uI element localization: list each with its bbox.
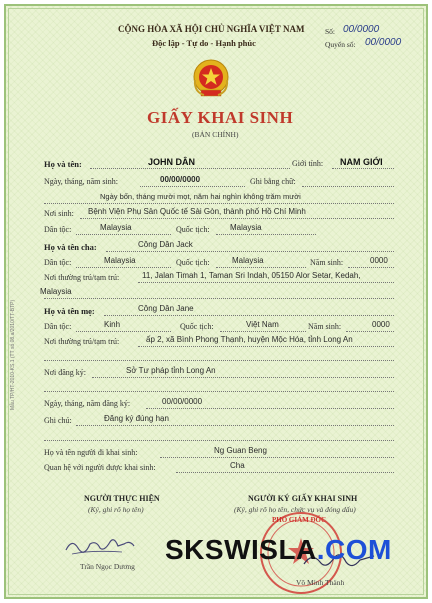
declarant-label: Họ và tên người đi khai sinh: — [44, 448, 138, 457]
mother-nationality-label: Quốc tịch: — [180, 322, 214, 331]
mother-ethnic-label: Dân tộc: — [44, 322, 72, 331]
relation-value: Cha — [230, 461, 245, 470]
national-emblem-icon — [192, 58, 230, 100]
child-nationality-value: Malaysia — [230, 223, 262, 232]
performer-subtitle: (Ký, ghi rõ họ tên) — [88, 505, 144, 514]
father-nationality-value: Malaysia — [232, 256, 264, 265]
father-birth-year-value: 0000 — [370, 256, 388, 265]
book-number-label: Quyển số: — [325, 40, 356, 49]
watermark-part2: .COM — [316, 534, 392, 565]
mother-name-label: Họ và tên mẹ: — [44, 306, 95, 316]
document-subtitle: (BẢN CHÍNH) — [192, 130, 239, 139]
mother-ethnic-value: Kinh — [104, 320, 121, 329]
pob-value: Bệnh Viện Phụ Sản Quốc tế Sài Gòn, thành phố Hồ Chí Minh — [88, 207, 306, 216]
registration-place-label: Nơi đăng ký: — [44, 368, 87, 377]
book-number-value: 00/0000 — [365, 37, 402, 48]
signer-position: PHÓ GIÁM ĐỐC — [272, 516, 327, 524]
relation-label: Quan hệ với người được khai sinh: — [44, 463, 156, 472]
father-name-value: Công Dân Jack — [138, 240, 193, 249]
father-ethnic-value: Malaysia — [104, 256, 136, 265]
father-ethnic-label: Dân tộc: — [44, 258, 72, 267]
performer-signature — [62, 532, 142, 558]
child-ethnic-value: Malaysia — [100, 223, 132, 232]
father-residence-line1: 11, Jalan Timah 1, Taman Sri Indah, 05150 Alor Setar, Kedah, — [142, 271, 361, 280]
father-name-label: Họ và tên cha: — [44, 242, 97, 252]
father-residence-line2: Malaysia — [40, 287, 72, 296]
gender-value: NAM GIỚI — [340, 157, 383, 167]
dob-label: Ngày, tháng, năm sinh: — [44, 177, 118, 186]
number-label: Số: — [325, 27, 336, 36]
gender-label: Giới tính: — [292, 159, 324, 168]
father-residence-label: Nơi thường trú/tạm trú: — [44, 273, 120, 282]
child-name-label: Họ và tên: — [44, 159, 82, 169]
mother-residence-label: Nơi thường trú/tạm trú: — [44, 337, 120, 346]
declarant-value: Ng Guan Beng — [214, 446, 267, 455]
mother-nationality-value: Việt Nam — [246, 320, 279, 329]
child-nationality-label: Quốc tịch: — [176, 225, 210, 234]
note-value: Đăng ký đúng hạn — [104, 414, 169, 423]
nation-heading: CỘNG HÒA XÃ HỘI CHỦ NGHĨA VIỆT NAM — [118, 24, 305, 34]
registration-place-value: Sở Tư pháp tỉnh Long An — [126, 366, 216, 375]
dob-words-label: Ghi bằng chữ: — [250, 177, 296, 186]
number-value: 00/0000 — [343, 24, 380, 35]
registration-date-value: 00/00/0000 — [162, 397, 203, 406]
pob-label: Nơi sinh: — [44, 209, 74, 218]
document-title: GIẤY KHAI SINH — [147, 108, 294, 127]
site-watermark — [165, 534, 392, 566]
note-label: Ghi chú: — [44, 416, 72, 425]
child-ethnic-label: Dân tộc: — [44, 225, 72, 234]
father-nationality-label: Quốc tịch: — [176, 258, 210, 267]
mother-name-value: Công Dân Jane — [138, 304, 194, 313]
mother-birth-year-label: Năm sinh: — [308, 322, 342, 331]
registration-date-label: Ngày, tháng, năm đăng ký: — [44, 399, 131, 408]
father-birth-year-label: Năm sinh: — [310, 258, 344, 267]
mother-birth-year-value: 0000 — [372, 320, 390, 329]
watermark-part1: SKSWISLA — [165, 534, 317, 565]
mother-residence-value: ấp 2, xã Bình Phong Thạnh, huyện Mộc Hóa, tỉnh Long An — [146, 335, 353, 344]
performer-name: Trần Ngọc Dương — [80, 562, 135, 571]
child-name-value: JOHN DÂN — [148, 157, 196, 167]
signer-subtitle: (Ký, ghi rõ họ tên, chức vụ và đóng dấu) — [234, 505, 356, 514]
dob-words-value: Ngày bốn, tháng mười mọt, năm hai nghìn không trăm mười — [100, 192, 301, 201]
performer-title: NGƯỜI THỰC HIỆN — [84, 494, 160, 503]
signer-title: NGƯỜI KÝ GIẤY KHAI SINH — [248, 494, 358, 503]
dob-value: 00/00/0000 — [160, 175, 201, 184]
motto: Độc lập - Tự do - Hạnh phúc — [152, 38, 256, 48]
side-form-code: Mẫu TP/HT-2010-KS.1 (TT số 08.a/2010/TT-BTP) — [10, 299, 16, 410]
signer-name: Võ Minh Thành — [296, 578, 345, 587]
